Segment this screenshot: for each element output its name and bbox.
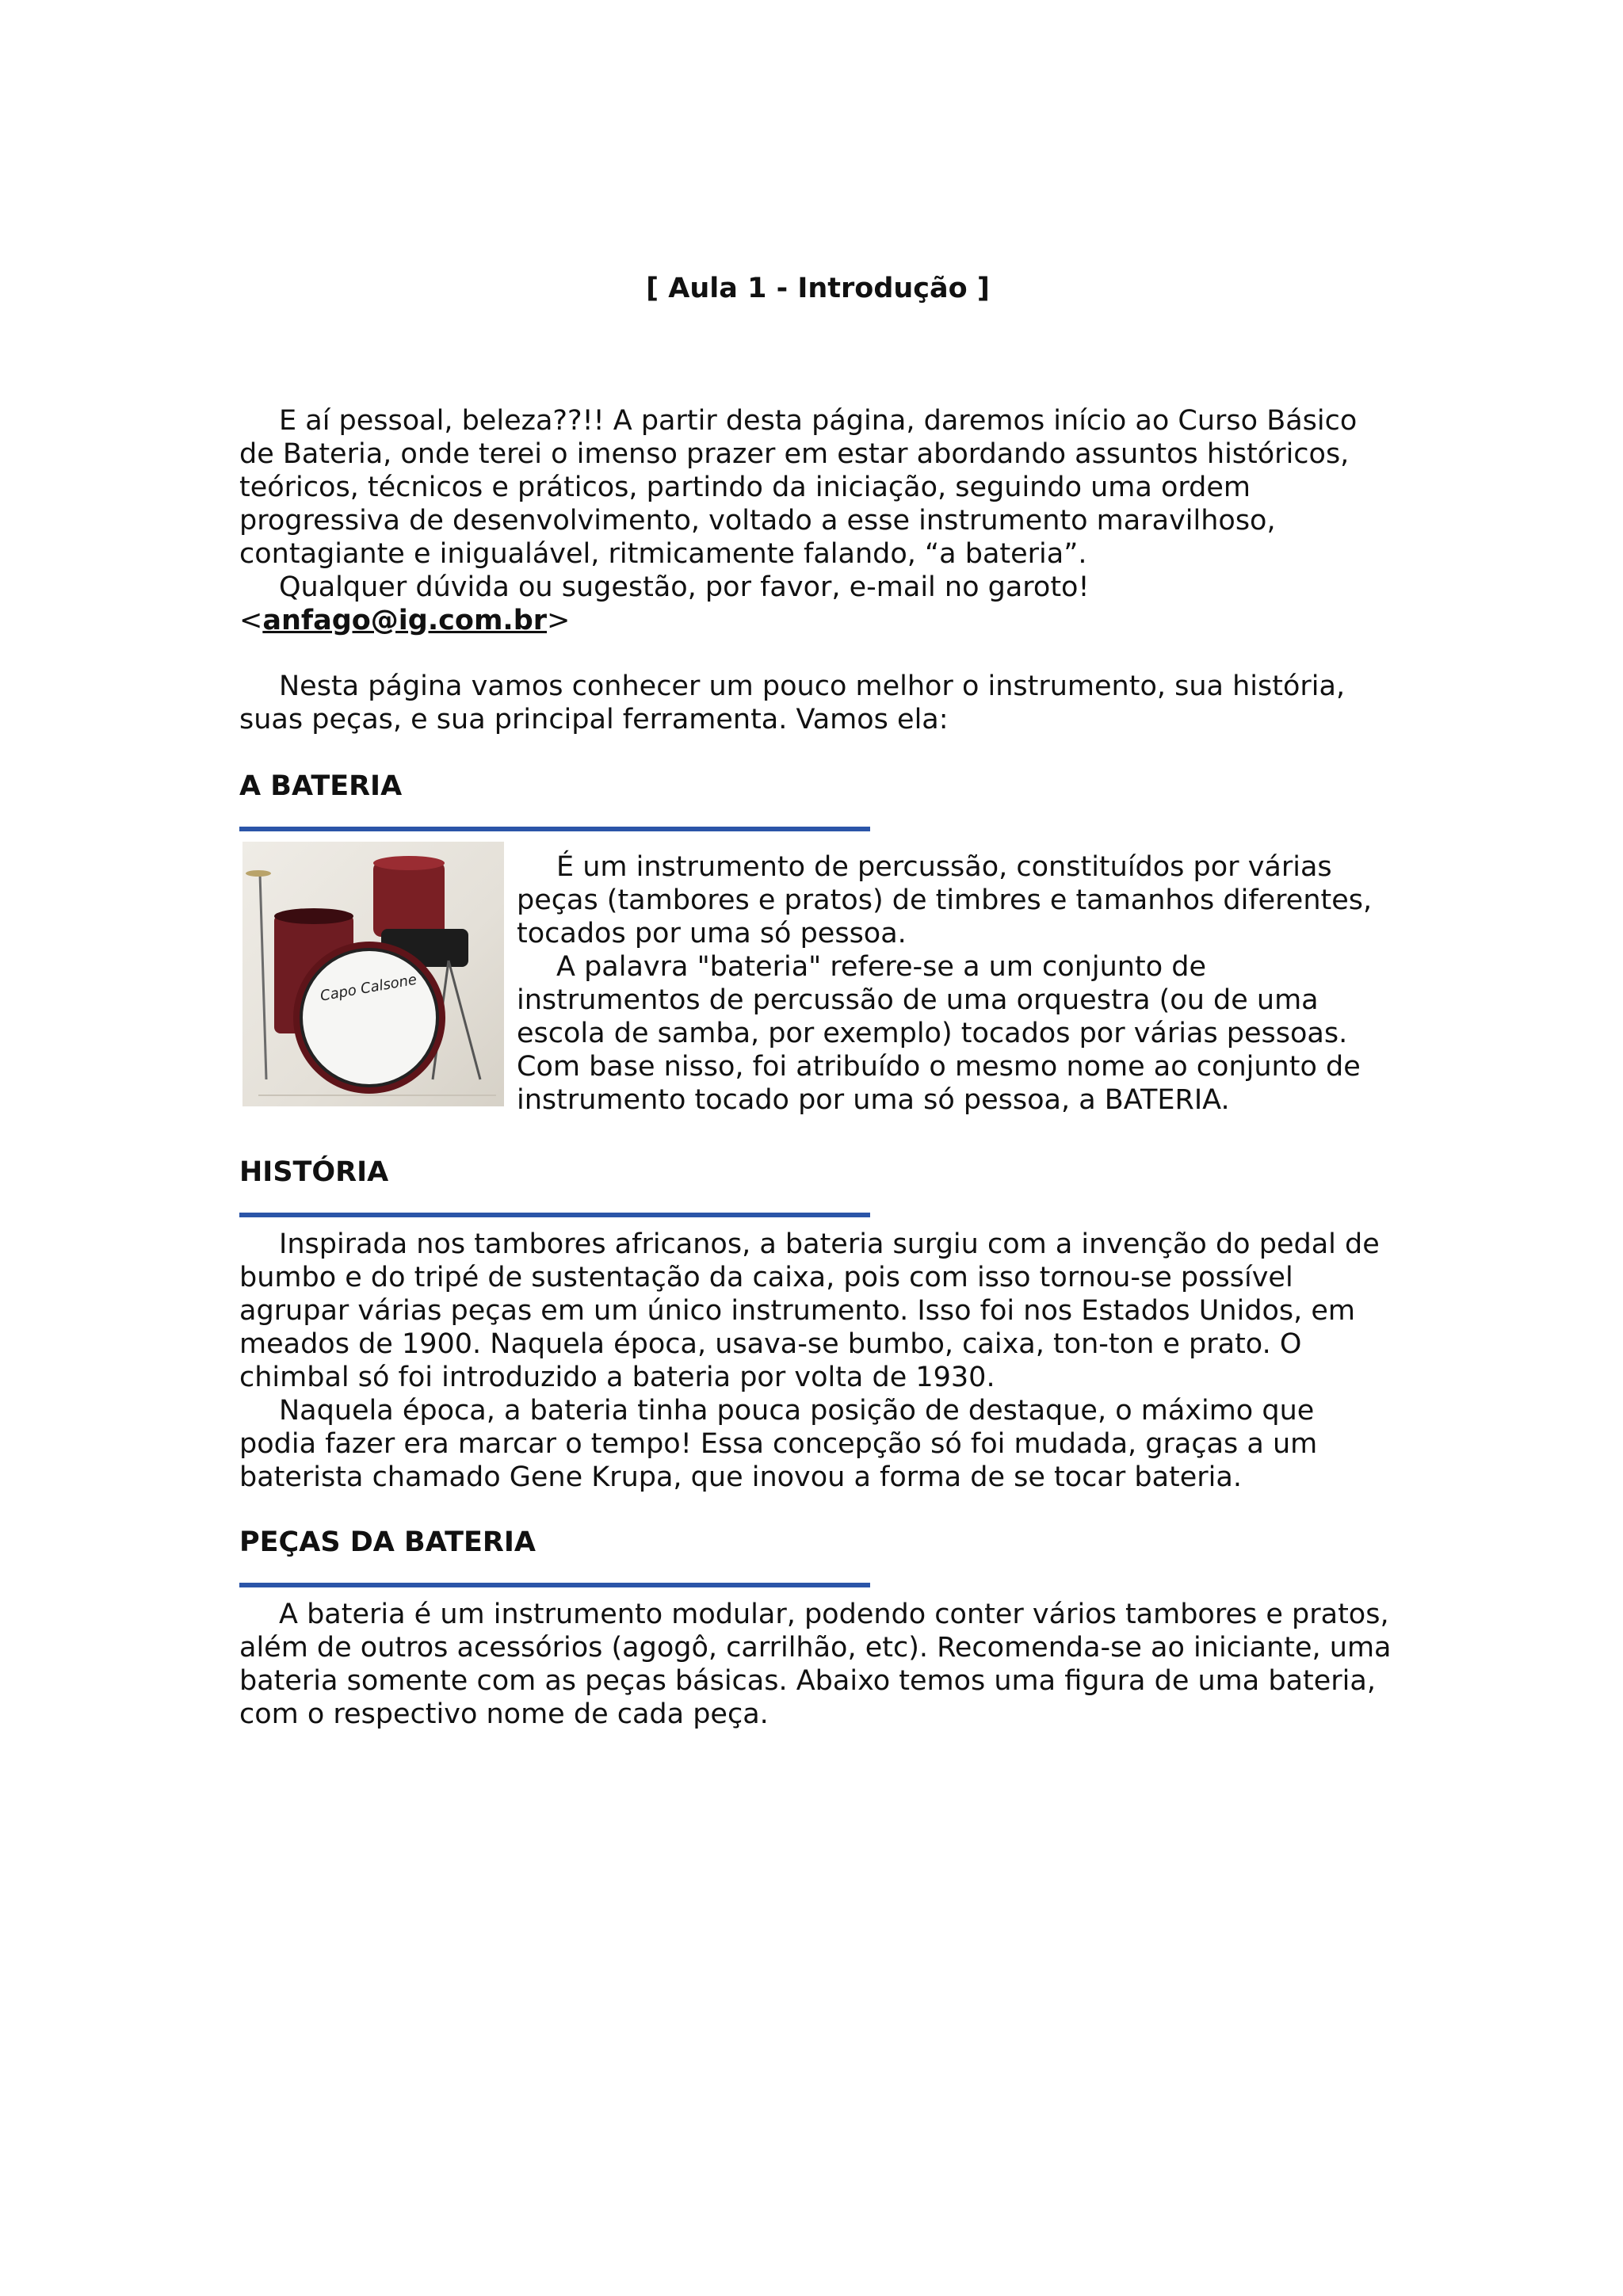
bass-drum-head bbox=[301, 949, 437, 1086]
drum-kit-photo bbox=[242, 842, 504, 1106]
email-close-bracket: > bbox=[547, 605, 571, 636]
cymbal bbox=[246, 870, 271, 877]
section-divider bbox=[239, 827, 870, 831]
overview-paragraph: Nesta página vamos conhecer um pouco melhor o instrumento, sua história, suas peças, e sua principal ferramenta. Vamos ela: bbox=[239, 670, 1346, 735]
rack-tom bbox=[373, 861, 445, 937]
intro-block bbox=[239, 404, 1396, 637]
section-heading-pecas: PEÇAS DA BATERIA bbox=[239, 1526, 536, 1558]
historia-paragraph-1: Inspirada nos tambores africanos, a bateria surgiu com a invenção do pedal de bumbo e do tripé de sustentação da caixa, pois com isso tornou-se possível agrupar várias peças em um único instrumento. Isso foi nos Estados Unidos, em meados de 1900. Naquela época, usava-se bumbo, caixa, ton-ton e prato. O chimbal só foi introduzido a bateria por volta de 1930. bbox=[239, 1228, 1380, 1393]
section-divider bbox=[239, 1583, 870, 1587]
historia-block bbox=[239, 1228, 1396, 1494]
page-title: [ Aula 1 - Introdução ] bbox=[646, 273, 990, 304]
bateria-text bbox=[517, 850, 1396, 1117]
section-heading-bateria: A BATERIA bbox=[239, 770, 403, 802]
bateria-paragraph-2: A palavra "bateria" refere-se a um conjunto de instrumentos de percussão de uma orquestra (ou de uma escola de samba, por exemplo) tocados por várias pessoas. Com base nisso, foi atribuído o mesmo nome ao conjunto de instrumento tocado por uma só pessoa, a BATERIA. bbox=[517, 951, 1361, 1116]
historia-paragraph-2: Naquela época, a bateria tinha pouca posição de destaque, o máximo que podia fazer era marcar o tempo! Essa concepção só foi mudada, graças a um baterista chamado Gene Krupa, que inovou a forma de se tocar bateria. bbox=[239, 1395, 1318, 1493]
bateria-paragraph-1: É um instrumento de percussão, constituídos por várias peças (tambores e pratos) de timbres e tamanhos diferentes, tocados por uma só pessoa. bbox=[517, 851, 1373, 949]
drum-logo: Capo Calsone bbox=[319, 971, 418, 1005]
email-line bbox=[239, 604, 1396, 637]
drum-kit-illustration bbox=[242, 842, 504, 1106]
pecas-paragraph: A bateria é um instrumento modular, podendo conter vários tambores e pratos, além de outros acessórios (agogô, carrilhão, etc). Recomenda-se ao iniciante, uma bateria somente com as peças básicas. Abaixo temos uma figura de uma bateria, com o respectivo nome de cada peça. bbox=[239, 1599, 1392, 1730]
email-link[interactable]: anfago@ig.com.br bbox=[262, 605, 548, 636]
cymbal-stand bbox=[260, 873, 266, 1079]
overview-block bbox=[239, 670, 1396, 736]
intro-paragraph: E aí pessoal, beleza??!! A partir desta página, daremos início ao Curso Básico de Bateria, onde terei o imenso prazer em estar abordando assuntos históricos, teóricos, técnicos e práticos, partindo da iniciação, seguindo uma ordem progressiva de desenvolvimento, voltado a esse instrumento maravilhoso, contagiante e inigualável, ritmicamente falando, “a bateria”. bbox=[239, 405, 1358, 570]
email-open-bracket: < bbox=[239, 605, 263, 636]
contact-paragraph: Qualquer dúvida ou sugestão, por favor, e-mail no garoto! bbox=[279, 571, 1090, 603]
pecas-block bbox=[239, 1598, 1396, 1731]
section-heading-historia: HISTÓRIA bbox=[239, 1156, 389, 1188]
section-divider bbox=[239, 1213, 870, 1217]
